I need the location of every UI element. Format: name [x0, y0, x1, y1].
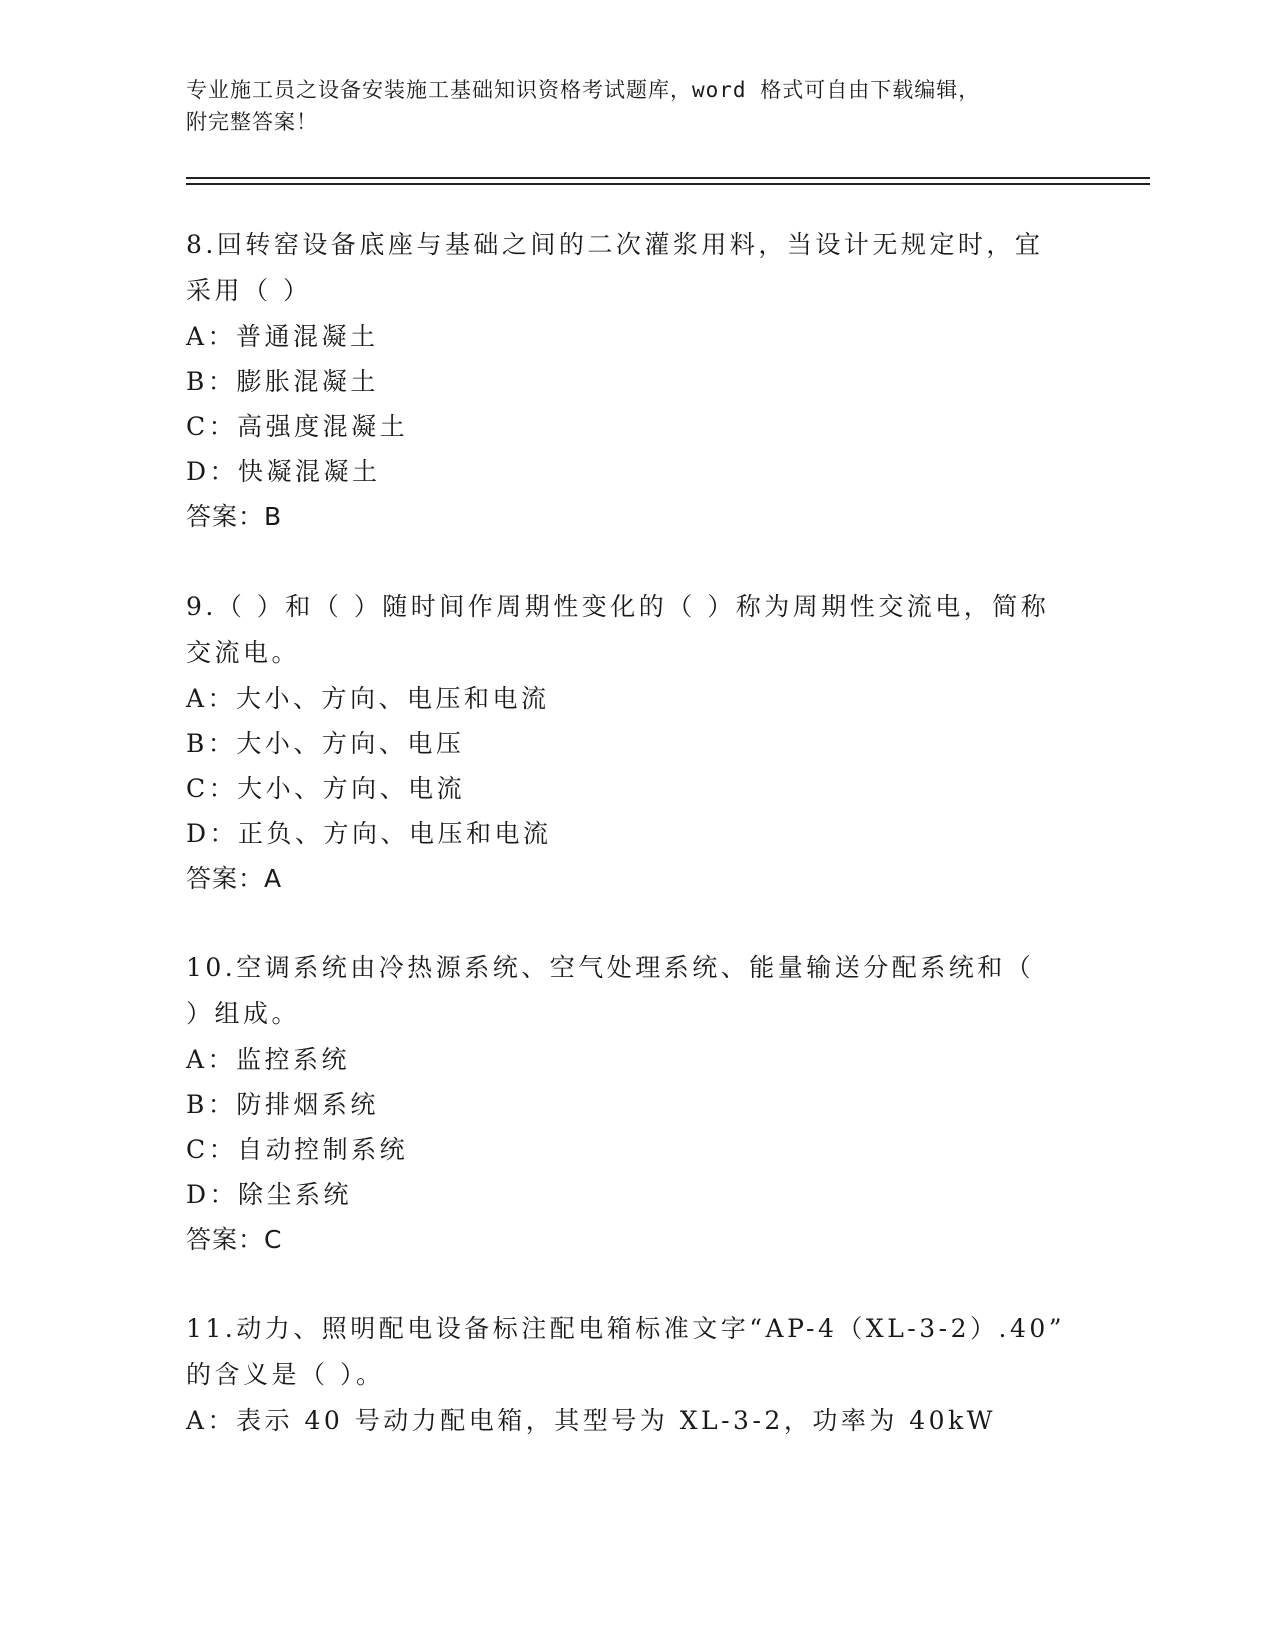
header-title-line-1: 专业施工员之设备安装施工基础知识资格考试题库，word 格式可自由下载编辑， [186, 78, 981, 102]
header-divider-top [186, 177, 1150, 179]
option-d: D：快凝混凝土 [186, 457, 381, 486]
option-b: B：大小、方向、电压 [186, 729, 465, 758]
question-9 [186, 584, 1086, 902]
question-8 [186, 222, 1086, 540]
question-stem-line-2: ）组成。 [186, 999, 301, 1028]
header-divider-bottom [186, 183, 1150, 185]
question-stem-line-2: 的含义是（ ）。 [186, 1360, 385, 1389]
question-10 [186, 945, 1086, 1263]
question-11 [186, 1306, 1086, 1443]
question-stem-line-1: 11.动力、照明配电设备标注配电箱标准文字“AP-4（XL-3-2）.40” [186, 1314, 1066, 1343]
answer-label: 答案：C [186, 1225, 283, 1254]
question-stem-line-2: 采用（ ） [186, 276, 312, 305]
option-a: A：普通混凝土 [186, 322, 379, 351]
option-a: A：表示 40 号动力配电箱，其型号为 XL-3-2，功率为 40kW [186, 1406, 996, 1435]
option-a: A：监控系统 [186, 1045, 351, 1074]
question-stem-line-2: 交流电。 [186, 638, 301, 667]
option-a: A：大小、方向、电压和电流 [186, 684, 550, 713]
document-header [186, 74, 1086, 138]
option-c: C：高强度混凝土 [186, 412, 409, 441]
option-b: B：防排烟系统 [186, 1090, 379, 1119]
option-c: C：大小、方向、电流 [186, 774, 466, 803]
answer-label: 答案：B [186, 502, 283, 531]
option-b: B：膨胀混凝土 [186, 367, 379, 396]
header-title-line-2: 附完整答案！ [186, 110, 318, 134]
option-c: C：自动控制系统 [186, 1135, 409, 1164]
option-d: D：除尘系统 [186, 1180, 353, 1209]
question-stem-line-1: 9.（ ）和（ ）随时间作周期性变化的（ ）称为周期性交流电，简称 [186, 592, 1050, 621]
question-stem-line-1: 8.回转窑设备底座与基础之间的二次灌浆用料，当设计无规定时，宜 [186, 230, 1044, 259]
question-stem-line-1: 10.空调系统由冷热源系统、空气处理系统、能量输送分配系统和（ [186, 953, 1035, 982]
option-d: D：正负、方向、电压和电流 [186, 819, 552, 848]
answer-label: 答案：A [186, 864, 283, 893]
